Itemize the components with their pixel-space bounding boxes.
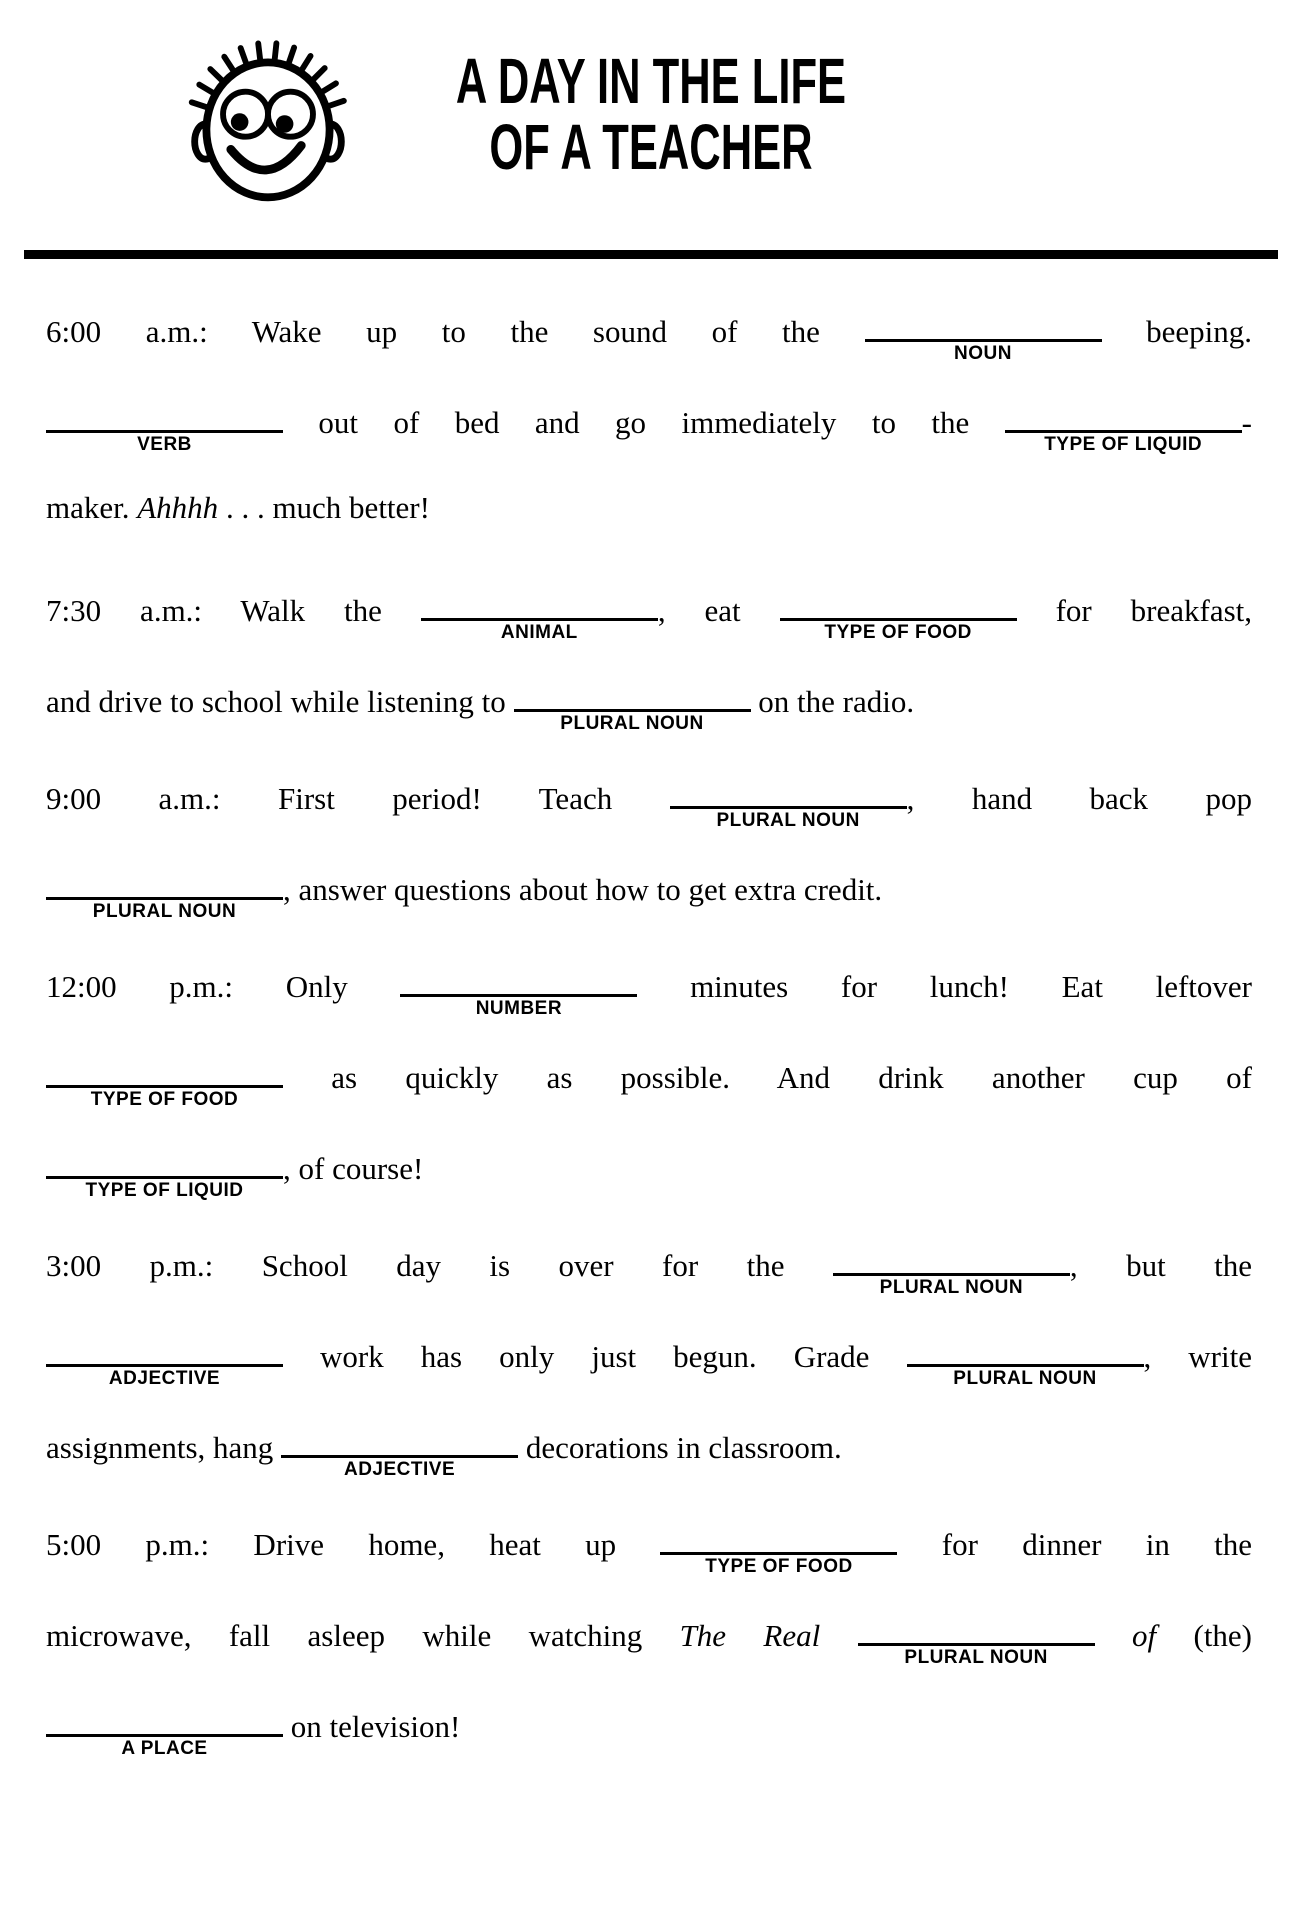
text-segment: 9:00 a.m.: First period! Teach [46,781,670,816]
blank-label: NOUN [954,343,1012,364]
blank-label: NUMBER [475,998,563,1019]
text-line [46,1516,1252,1607]
text-line [46,1419,1252,1510]
blank-label: A PLACE [121,1738,208,1759]
blank-label: PLURAL NOUN [879,1277,1024,1298]
text-segment: (the) [1156,1618,1252,1653]
blank-label: ANIMAL [500,622,578,643]
text-line [46,303,1252,394]
blank-label: PLURAL NOUN [560,713,704,734]
blank-label: TYPE OF LIQUID [85,1180,244,1201]
paragraph [46,770,1252,952]
paragraph [46,958,1252,1231]
text-segment: on the radio. [750,684,915,719]
text-segment: , but the [1069,1248,1252,1283]
blank-label: TYPE OF LIQUID [1044,434,1203,455]
fill-in-blank[interactable] [46,1049,283,1110]
text-line [46,582,1252,673]
blank-label: ADJECTIVE [108,1368,221,1389]
text-segment: for dinner in the [897,1527,1252,1562]
text-segment: 6:00 a.m.: Wake up to the sound of the [46,314,865,349]
fill-in-blank[interactable] [46,1698,283,1759]
blank-label: PLURAL NOUN [92,901,237,922]
fill-in-blank[interactable] [421,582,658,643]
text-segment: , hand back pop [906,781,1252,816]
blank-label: TYPE OF FOOD [705,1556,853,1577]
fill-in-blank[interactable] [514,673,751,734]
text-line [46,485,1252,576]
fill-in-blank[interactable] [400,958,637,1019]
italic-text: The Real [679,1618,821,1653]
text-segment: out of bed and go immediately to the [283,405,1005,440]
header-divider [24,250,1278,259]
blank-label: VERB [137,434,192,455]
text-segment: , eat [657,593,780,628]
fill-in-blank[interactable] [858,1607,1095,1668]
fill-in-blank[interactable] [46,1140,283,1201]
blank-label: TYPE OF FOOD [824,622,972,643]
text-segment: on television! [283,1709,461,1744]
text-line [46,958,1252,1049]
text-line [46,1698,1252,1789]
fill-in-blank[interactable] [907,1328,1144,1389]
blank-label: PLURAL NOUN [904,1647,1048,1668]
fill-in-blank[interactable] [833,1237,1070,1298]
fill-in-blank[interactable] [46,394,283,455]
paragraph [46,1237,1252,1510]
text-line [46,861,1252,952]
blank-label: TYPE OF FOOD [90,1089,239,1110]
fill-in-blank[interactable] [865,303,1102,364]
text-line [46,1607,1252,1698]
text-segment: , answer questions about how to get extra credit. [283,872,883,907]
text-segment: microwave, fall asleep while watching [46,1618,680,1653]
fill-in-blank[interactable] [660,1516,897,1577]
paragraph [46,303,1252,576]
text-segment: beeping. [1101,314,1252,349]
text-segment: assignments, hang [46,1430,282,1465]
fill-in-blank[interactable] [281,1419,518,1480]
blank-label: PLURAL NOUN [716,810,860,831]
fill-in-blank[interactable] [46,1328,283,1389]
fill-in-blank[interactable] [1005,394,1242,455]
text-line [46,1049,1252,1140]
text-line [46,394,1252,485]
text-line [46,1237,1252,1328]
fill-in-blank[interactable] [780,582,1017,643]
paragraph [46,1516,1252,1789]
text-segment: and drive to school while listening to [46,684,514,719]
text-segment: for breakfast, [1016,593,1252,628]
text-line [46,673,1252,764]
text-segment: maker. [46,490,138,525]
paragraph [46,582,1252,764]
page-title-line1: A DAY IN THE LIFE [455,45,847,117]
text-segment: decorations in classroom. [518,1430,842,1465]
worksheet-body [0,259,1302,1789]
italic-text: of [1132,1618,1157,1653]
text-segment: 5:00 p.m.: Drive home, heat up [46,1527,661,1562]
text-segment: , of course! [283,1151,424,1186]
text-segment: 7:30 a.m.: Walk the [46,593,421,628]
blank-label: ADJECTIVE [343,1459,456,1480]
page-title-line2: OF A TEACHER [489,111,813,183]
text-segment: - [1241,405,1252,440]
page-title [208,0,1093,183]
italic-text: Ahhhh [137,490,219,525]
page-header [0,0,1302,250]
text-line [46,1140,1252,1231]
text-segment: minutes for lunch! Eat leftover [637,969,1252,1004]
blank-label: PLURAL NOUN [953,1368,1097,1389]
text-segment: as quickly as possible. And drink another cup of [283,1060,1252,1095]
fill-in-blank[interactable] [46,861,283,922]
text-segment: work has only just begun. Grade [283,1339,907,1374]
text-line [46,770,1252,861]
text-segment: . . . much better! [218,490,430,525]
text-line [46,1328,1252,1419]
fill-in-blank[interactable] [670,770,907,831]
text-segment: 3:00 p.m.: School day is over for the [46,1248,833,1283]
text-segment [820,1618,857,1653]
text-segment [1095,1618,1132,1653]
text-segment: , write [1143,1339,1252,1374]
text-segment: 12:00 p.m.: Only [46,969,401,1004]
